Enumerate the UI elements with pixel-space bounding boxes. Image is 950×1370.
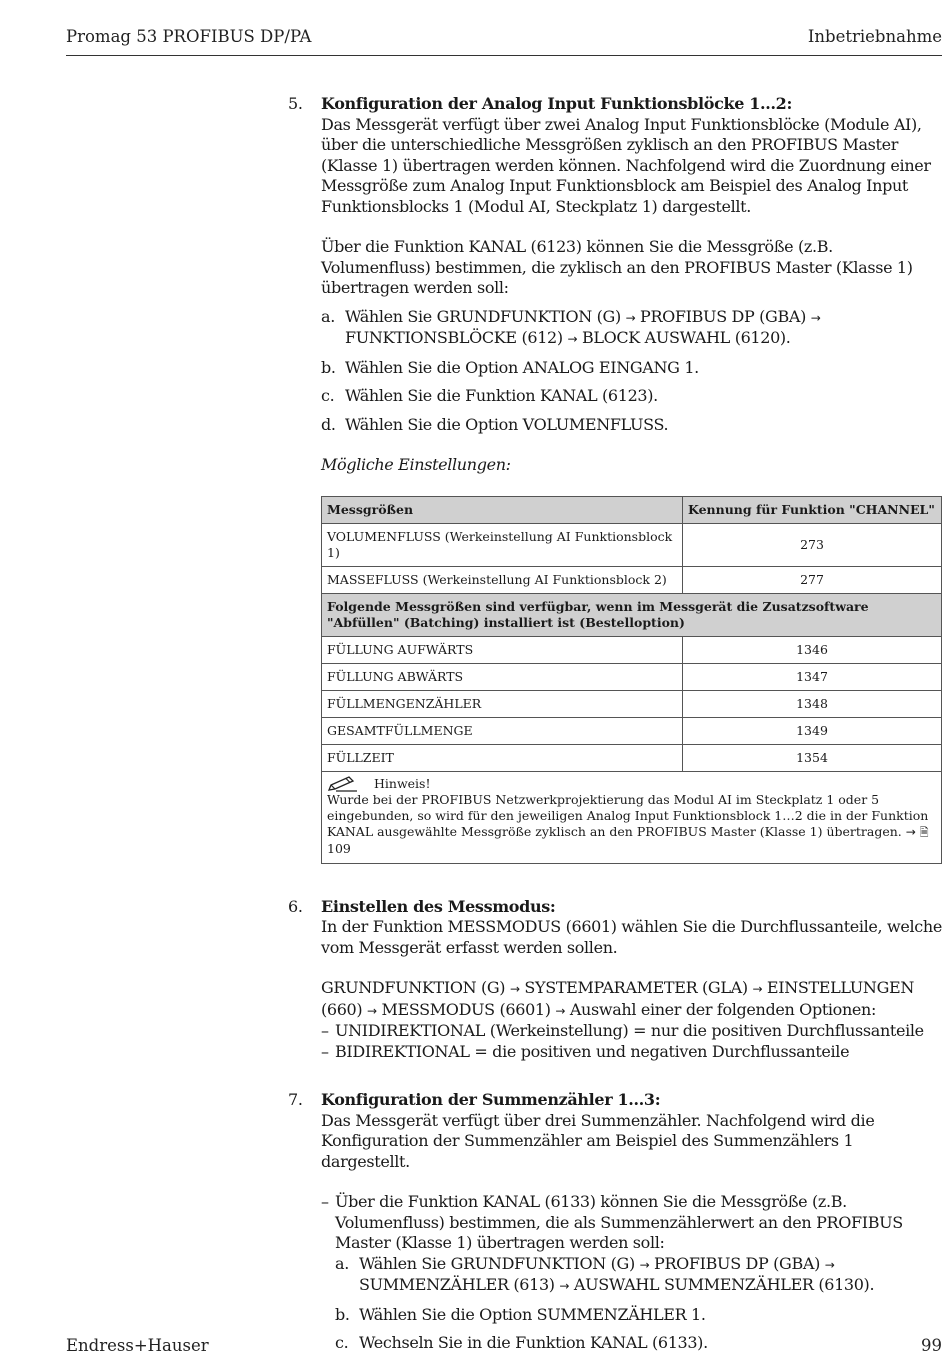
table-cell: FÜLLZEIT — [322, 744, 683, 771]
arrow-icon: → — [810, 310, 821, 325]
table-cell: 1346 — [683, 636, 942, 663]
step-number: 7. — [288, 1090, 303, 1109]
pencil-icon — [327, 776, 361, 792]
header-rule — [66, 55, 942, 56]
step-title: Konfiguration der Summenzähler 1…3: — [321, 1090, 661, 1109]
table-row — [322, 717, 942, 744]
arrow-icon: → — [555, 1003, 566, 1018]
step-7 — [288, 1090, 944, 1354]
table-cell: 273 — [683, 523, 942, 566]
arrow-icon: → — [824, 1257, 835, 1272]
menu-path: GRUNDFUNKTION (G) → SYSTEMPARAMETER (GLA) → EINSTELLUNGEN (660) → MESSMODUS (6601) → Auswahl einer der folgenden Optionen: — [321, 978, 914, 1019]
list-item: c. Wählen Sie die Funktion KANAL (6123). — [321, 386, 658, 405]
table-group-row — [322, 593, 942, 636]
step-6 — [288, 897, 944, 1063]
option-item: – UNIDIREKTIONAL (Werkeinstellung) = nur die positiven Durchflussanteile — [321, 1021, 924, 1040]
table-row — [322, 523, 942, 566]
page-reference[interactable]: 109 — [327, 840, 351, 856]
table-cell: FÜLLUNG ABWÄRTS — [322, 663, 683, 690]
table-cell: FÜLLUNG AUFWÄRTS — [322, 636, 683, 663]
arrow-icon: → — [367, 1003, 377, 1018]
arrow-icon: → — [567, 332, 578, 346]
table-cell: 1348 — [683, 690, 942, 717]
table-cell: GESAMTFÜLLMENGE — [322, 717, 683, 744]
table-cell: 277 — [683, 566, 942, 593]
paragraph: Über die Funktion KANAL (6123) können Sie die Messgröße (z.B. Volumenfluss) bestimmen, die zyklisch an den PROFIBUS Master (Klasse 1) übertragen werden soll: — [321, 237, 913, 297]
list-item: c. Wechseln Sie in die Funktion KANAL (6133). — [335, 1333, 708, 1352]
table-row — [322, 663, 942, 690]
arrow-icon: → — [559, 1279, 570, 1293]
arrow-icon: → — [639, 1257, 650, 1272]
list-item: b. Wählen Sie die Option SUMMENZÄHLER 1. — [335, 1304, 706, 1324]
note-cell — [322, 771, 942, 863]
table-row — [322, 566, 942, 593]
arrow-icon: → — [905, 824, 916, 839]
step-title: Einstellen des Messmodus: — [321, 896, 556, 916]
paragraph: In der Funktion MESSMODUS (6601) wählen Sie die Durchflussanteile, welche vom Messgerät erfasst werden sollen. — [321, 917, 942, 957]
header-title: Promag 53 PROFIBUS DP/PA — [66, 27, 312, 46]
paragraph: Das Messgerät verfügt über drei Summenzähler. Nachfolgend wird die Konfiguration der Summenzähler am Beispiel des Summenzählers 1 dargestellt. — [321, 1110, 875, 1171]
list-item: d. Wählen Sie die Option VOLUMENFLUSS. — [321, 414, 669, 434]
table-cell: MASSEFLUSS (Werkeinstellung AI Funktionsblock 2) — [322, 566, 683, 593]
table-cell: VOLUMENFLUSS (Werkeinstellung AI Funktionsblock 1) — [322, 523, 683, 566]
paragraph: Das Messgerät verfügt über zwei Analog Input Funktionsblöcke (Module AI), über die unterschiedliche Messgrößen zyklisch an den PROFIBUS Master (Klasse 1) übertragen werden können. Nachfolgend wird die Zuordnung einer Messgröße zum Analog Input Funktionsblock am Beispiel des Analog Input Funktionsblocks 1 (Modul AI, Steckplatz 1) dargestellt. — [321, 114, 931, 216]
option-item: – BIDIREKTIONAL = die positiven und negativen Durchflussanteile — [321, 1041, 850, 1061]
step-number: 5. — [288, 94, 303, 113]
arrow-icon: → — [752, 982, 763, 996]
table-row — [322, 690, 942, 717]
header-section: Inbetriebnahme — [807, 27, 942, 46]
table-cell: FÜLLMENGENZÄHLER — [322, 690, 683, 717]
step-number: 6. — [288, 896, 303, 916]
table-cell: 1349 — [683, 717, 942, 744]
table-note-row — [322, 771, 942, 863]
arrow-icon: → — [625, 310, 636, 325]
table-cell: 1347 — [683, 663, 942, 690]
arrow-icon: → — [509, 982, 520, 996]
table-group-heading: Folgende Messgrößen sind verfügbar, wenn im Messgerät die Zusatzsoftware "Abfüllen" (Batching) installiert ist (Bestelloption) — [322, 593, 942, 636]
note-heading: Hinweis! — [374, 775, 431, 791]
table-row — [322, 744, 942, 771]
list-item: a. Wählen Sie GRUNDFUNKTION (G) → PROFIBUS DP (GBA) → FUNKTIONSBLÖCKE (612) → BLOCK AUSWAHL (6120). — [321, 306, 821, 347]
step-title: Konfiguration der Analog Input Funktionsblöcke 1…2: — [321, 94, 793, 113]
main-content — [288, 94, 944, 1354]
settings-table — [321, 496, 942, 864]
column-header: Messgrößen — [322, 496, 683, 523]
list-item: a. Wählen Sie GRUNDFUNKTION (G) → PROFIBUS DP (GBA) → SUMMENZÄHLER (613) → AUSWAHL SUMMENZÄHLER (6130). — [335, 1253, 875, 1294]
table-row — [322, 636, 942, 663]
list-item: b. Wählen Sie die Option ANALOG EINGANG 1. — [321, 357, 699, 377]
book-icon: 🗎 — [919, 825, 929, 839]
settings-title: Mögliche Einstellungen: — [321, 455, 511, 474]
note-text: Wurde bei der PROFIBUS Netzwerkprojektierung das Modul AI im Steckplatz 1 oder 5 eingebunden, so wird für den jeweiligen Analog Input Funktionsblock 1…2 die in der Funktion KANAL ausgewählte Messgröße zyklisch an den PROFIBUS Master (Klasse 1) übertragen. — [327, 791, 929, 839]
option-item: – Über die Funktion KANAL (6133) können Sie die Messgröße (z.B. Volumenfluss) bestimmen, die als Summenzählerwert an den PROFIBUS Master (Klasse 1) übertragen werden soll: a. Wählen Sie GRUNDFUNKTION (G) → PROFIBUS DP (GBA) → SUMMENZÄHLER (613) → AUSWAHL SUMMENZÄHLER (6130). b. Wählen Sie die Option SUMMENZÄHLER 1. c. Wechseln Sie in die Funktion KANAL (6133). — [321, 1192, 944, 1354]
step-5 — [288, 94, 944, 864]
page-number: 99 — [921, 1336, 942, 1355]
table-cell: 1354 — [683, 744, 942, 771]
table-header-row — [322, 496, 942, 523]
column-header: Kennung für Funktion "CHANNEL" — [683, 496, 942, 523]
footer-brand: Endress+Hauser — [66, 1336, 209, 1355]
